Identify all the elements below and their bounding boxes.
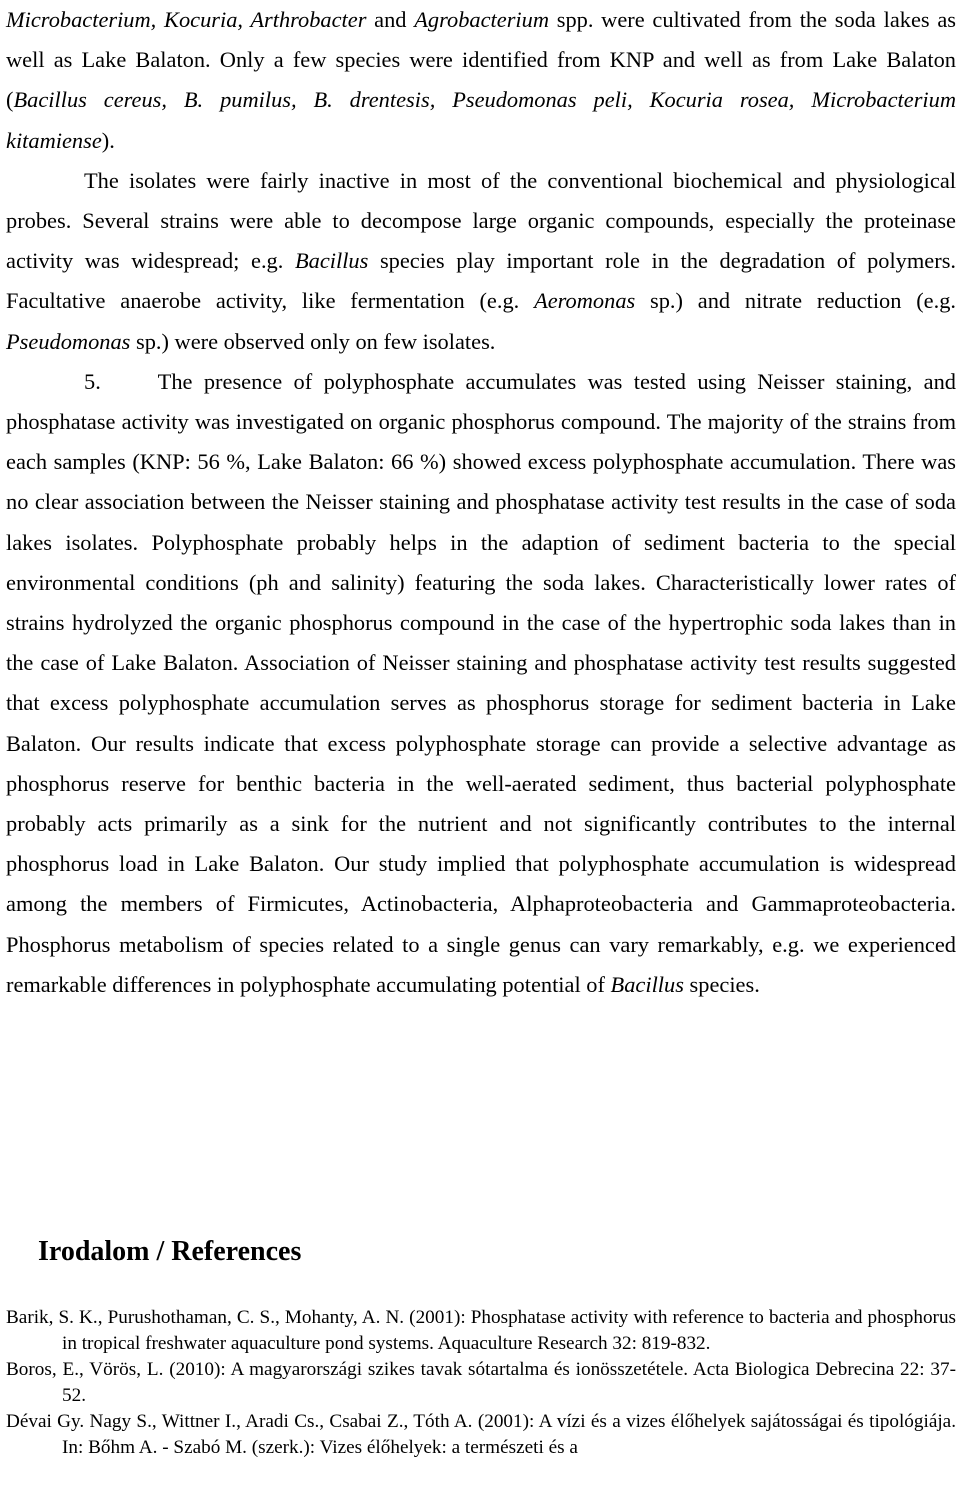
paragraph-polyphosphate [6, 362, 956, 1005]
text-span: and [366, 7, 415, 32]
text-span: spp. were cultivated from the soda lakes as well as Lake Balaton. Only a few species were identified from KNP and well as from Lake Balaton ( [6, 7, 956, 113]
body-text [6, 0, 956, 1005]
reference-item: Dévai Gy. Nagy S., Wittner I., Aradi Cs., Csabai Z., Tóth A. (2001): A vízi és a vizes élőhelyek sajátosságai és tipológiája. In: Bőhm A. - Szabó M. (szerk.): Vizes élőhelyek: a természeti és a [6, 1411, 956, 1458]
reference-item: Boros, E., Vörös, L. (2010): A magyarországi szikes tavak sótartalma és ionösszetétele. Acta Biologica Debrecina 22: 37-52. [6, 1359, 956, 1406]
genus-italic: Bacillus [294, 248, 369, 274]
document-page [6, 0, 956, 1005]
genus-italic: Bacillus [610, 971, 684, 997]
genus-list-italic: Microbacterium, Kocuria, Arthrobacter [6, 7, 367, 32]
genus-italic: Aeromonas [534, 288, 636, 314]
text-span: sp.) and nitrate reduction (e.g. [635, 288, 957, 314]
paragraph-species-list [6, 0, 956, 161]
paragraph-isolates [6, 161, 956, 362]
references-list [6, 1305, 956, 1461]
text-span: sp.) were observed only on few isolates. [130, 328, 496, 354]
text-span: species play important role in the degradation of polymers. Facultative anaerobe activity, like fermentation (e.g. [6, 248, 957, 314]
reference-item: Barik, S. K., Purushothaman, C. S., Mohanty, A. N. (2001): Phosphatase activity with reference to bacteria and phosphorus in tropical freshwater aquaculture pond systems. Aquaculture Research 32: 819-832. [6, 1307, 956, 1354]
text-span: The presence of polyphosphate accumulates was tested using Neisser staining, and phosphatase activity was investigated on organic phosphorus compound. The majority of the strains from each samples (KNP: 56 %, Lake Balaton: 66 %) showed excess polyphosphate accumulation. There was no clear association between the Neisser staining and phosphatase activity test results in the case of soda lakes isolates. Polyphosphate probably helps in the adaption of sediment bacteria to the special environmental conditions (ph and salinity) featuring the soda lakes. Characteristically lower rates of strains hydrolyzed the organic phosphorus compound in the case of the hypertrophic soda lakes than in the case of Lake Balaton. Association of Neisser staining and phosphatase activity test results suggested that excess polyphosphate accumulation serves as phosphorus storage for sediment bacteria in Lake Balaton. Our results indicate that excess polyphosphate storage can provide a selective advantage as phosphorus reserve for benthic bacteria in the well-aerated sediment, thus bacterial polyphosphate probably acts primarily as a sink for the nutrient and not significantly contributes to the internal phosphorus load in Lake Balaton. Our study implied that polyphosphate accumulation is widespread among the members of Firmicutes, Actinobacteria, Alphaproteobacteria and Gammaproteobacteria. Phosphorus metabolism of species related to a single genus can vary remarkably, e.g. we experienced remarkable differences in polyphosphate accumulating potential of [6, 368, 956, 997]
references-heading: Irodalom / References [38, 1236, 302, 1267]
text-span: The isolates were fairly inactive in most of the conventional biochemical and physiological probes. Several strains were able to decompose large organic compounds, especially the proteinase activity was widespread; e.g. [6, 167, 956, 274]
species-list-italic: Bacillus cereus, B. pumilus, B. drentesis, Pseudomonas peli, Kocuria rosea, Microbacterium kitamiense [6, 87, 956, 153]
text-span: ). [101, 127, 115, 153]
list-number: 5. [84, 368, 101, 394]
genus-italic: Pseudomonas [6, 328, 131, 354]
text-span: species. [683, 971, 760, 997]
genus-italic: Agrobacterium [414, 7, 549, 32]
